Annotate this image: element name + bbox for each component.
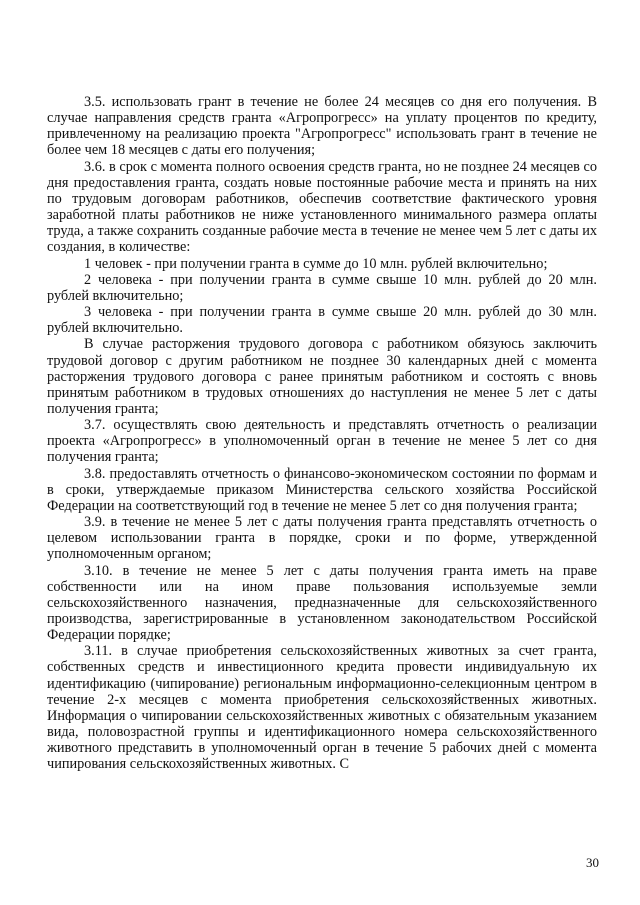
document-body [47,94,597,773]
paragraph-workers-1: 1 человек - при получении гранта в сумме до 10 млн. рублей включительно; [84,255,548,272]
paragraph-3-10: 3.10. в течение не менее 5 лет с даты получения гранта иметь на праве собственности или на ином праве пользования используемые земли сельскохозяйственного назначения, предназначенные для сельскохозяйственного производства, зарегистрированные в установленном законодательством Российской Федерации порядке; [47,562,597,644]
page-number: 30 [586,855,599,870]
paragraph-3-7: 3.7. осуществлять свою деятельность и представлять отчетность о реализации проекта «Агропрогресс» в уполномоченный орган в течение не менее 5 лет со дня получения гранта; [47,417,597,466]
paragraph-3-5: 3.5. использовать грант в течение не более 24 месяцев со дня его получения. В случае направления средств гранта «Агропрогресс» на уплату процентов по кредиту, привлеченному на реализацию проекта "Агропрогресс" использовать грант в течение не более чем 18 месяцев с даты его получения; [47,94,597,159]
paragraph-3-8: 3.8. предоставлять отчетность о финансово-экономическом состоянии по формам и в сроки, утверждаемые приказом Министерства сельского хозяйства Российской Федерации на соответствующий год в течение не менее 5 лет со дня получения гранта; [47,465,597,514]
paragraph-3-9: 3.9. в течение не менее 5 лет с даты получения гранта представлять отчетность о целевом использовании гранта в порядке, сроки и по форме, утвержденной уполномоченным органом; [47,514,597,563]
paragraph-contract-termination: В случае расторжения трудового договора с работником обязуюсь заключить трудовой договор с другим работником не позднее 30 календарных дней с момента расторжения трудового договора с ранее принятым работником и состоять с вновь принятым работником в трудовых отношениях до наступления не менее 5 лет с даты получения гранта; [47,336,597,417]
paragraph-workers-3: 3 человека - при получении гранта в сумме свыше 20 млн. рублей до 30 млн. рублей включительно. [47,304,597,337]
paragraph-3-11: 3.11. в случае приобретения сельскохозяйственных животных за счет гранта, собственных средств и инвестиционного кредита провести индивидуальную их идентификацию (чипирование) региональным информационно-селекционным центром в течение 2-х месяцев с момента приобретения сельскохозяйственных животных. Информация о чипировании сельскохозяйственных животных с обязательным указанием вида, половозрастной группы и идентификационного номера сельскохозяйственного животного представить в уполномоченный орган в течение 5 рабочих дней с момента чипирования сельскохозяйственных животных. С [47,643,597,773]
paragraph-3-6: 3.6. в срок с момента полного освоения средств гранта, но не позднее 24 месяцев со дня предоставления гранта, создать новые постоянные рабочие места и принять на них по трудовым договорам работников, обеспечив соответствие фактического уровня заработной платы работников не ниже установленного минимального размера оплаты труда, а также сохранить созданные рабочие места в течение не менее чем 5 лет с даты их создания, в количестве: [47,158,597,256]
paragraph-workers-2: 2 человека - при получении гранта в сумме свыше 10 млн. рублей до 20 млн. рублей включительно; [47,271,597,304]
